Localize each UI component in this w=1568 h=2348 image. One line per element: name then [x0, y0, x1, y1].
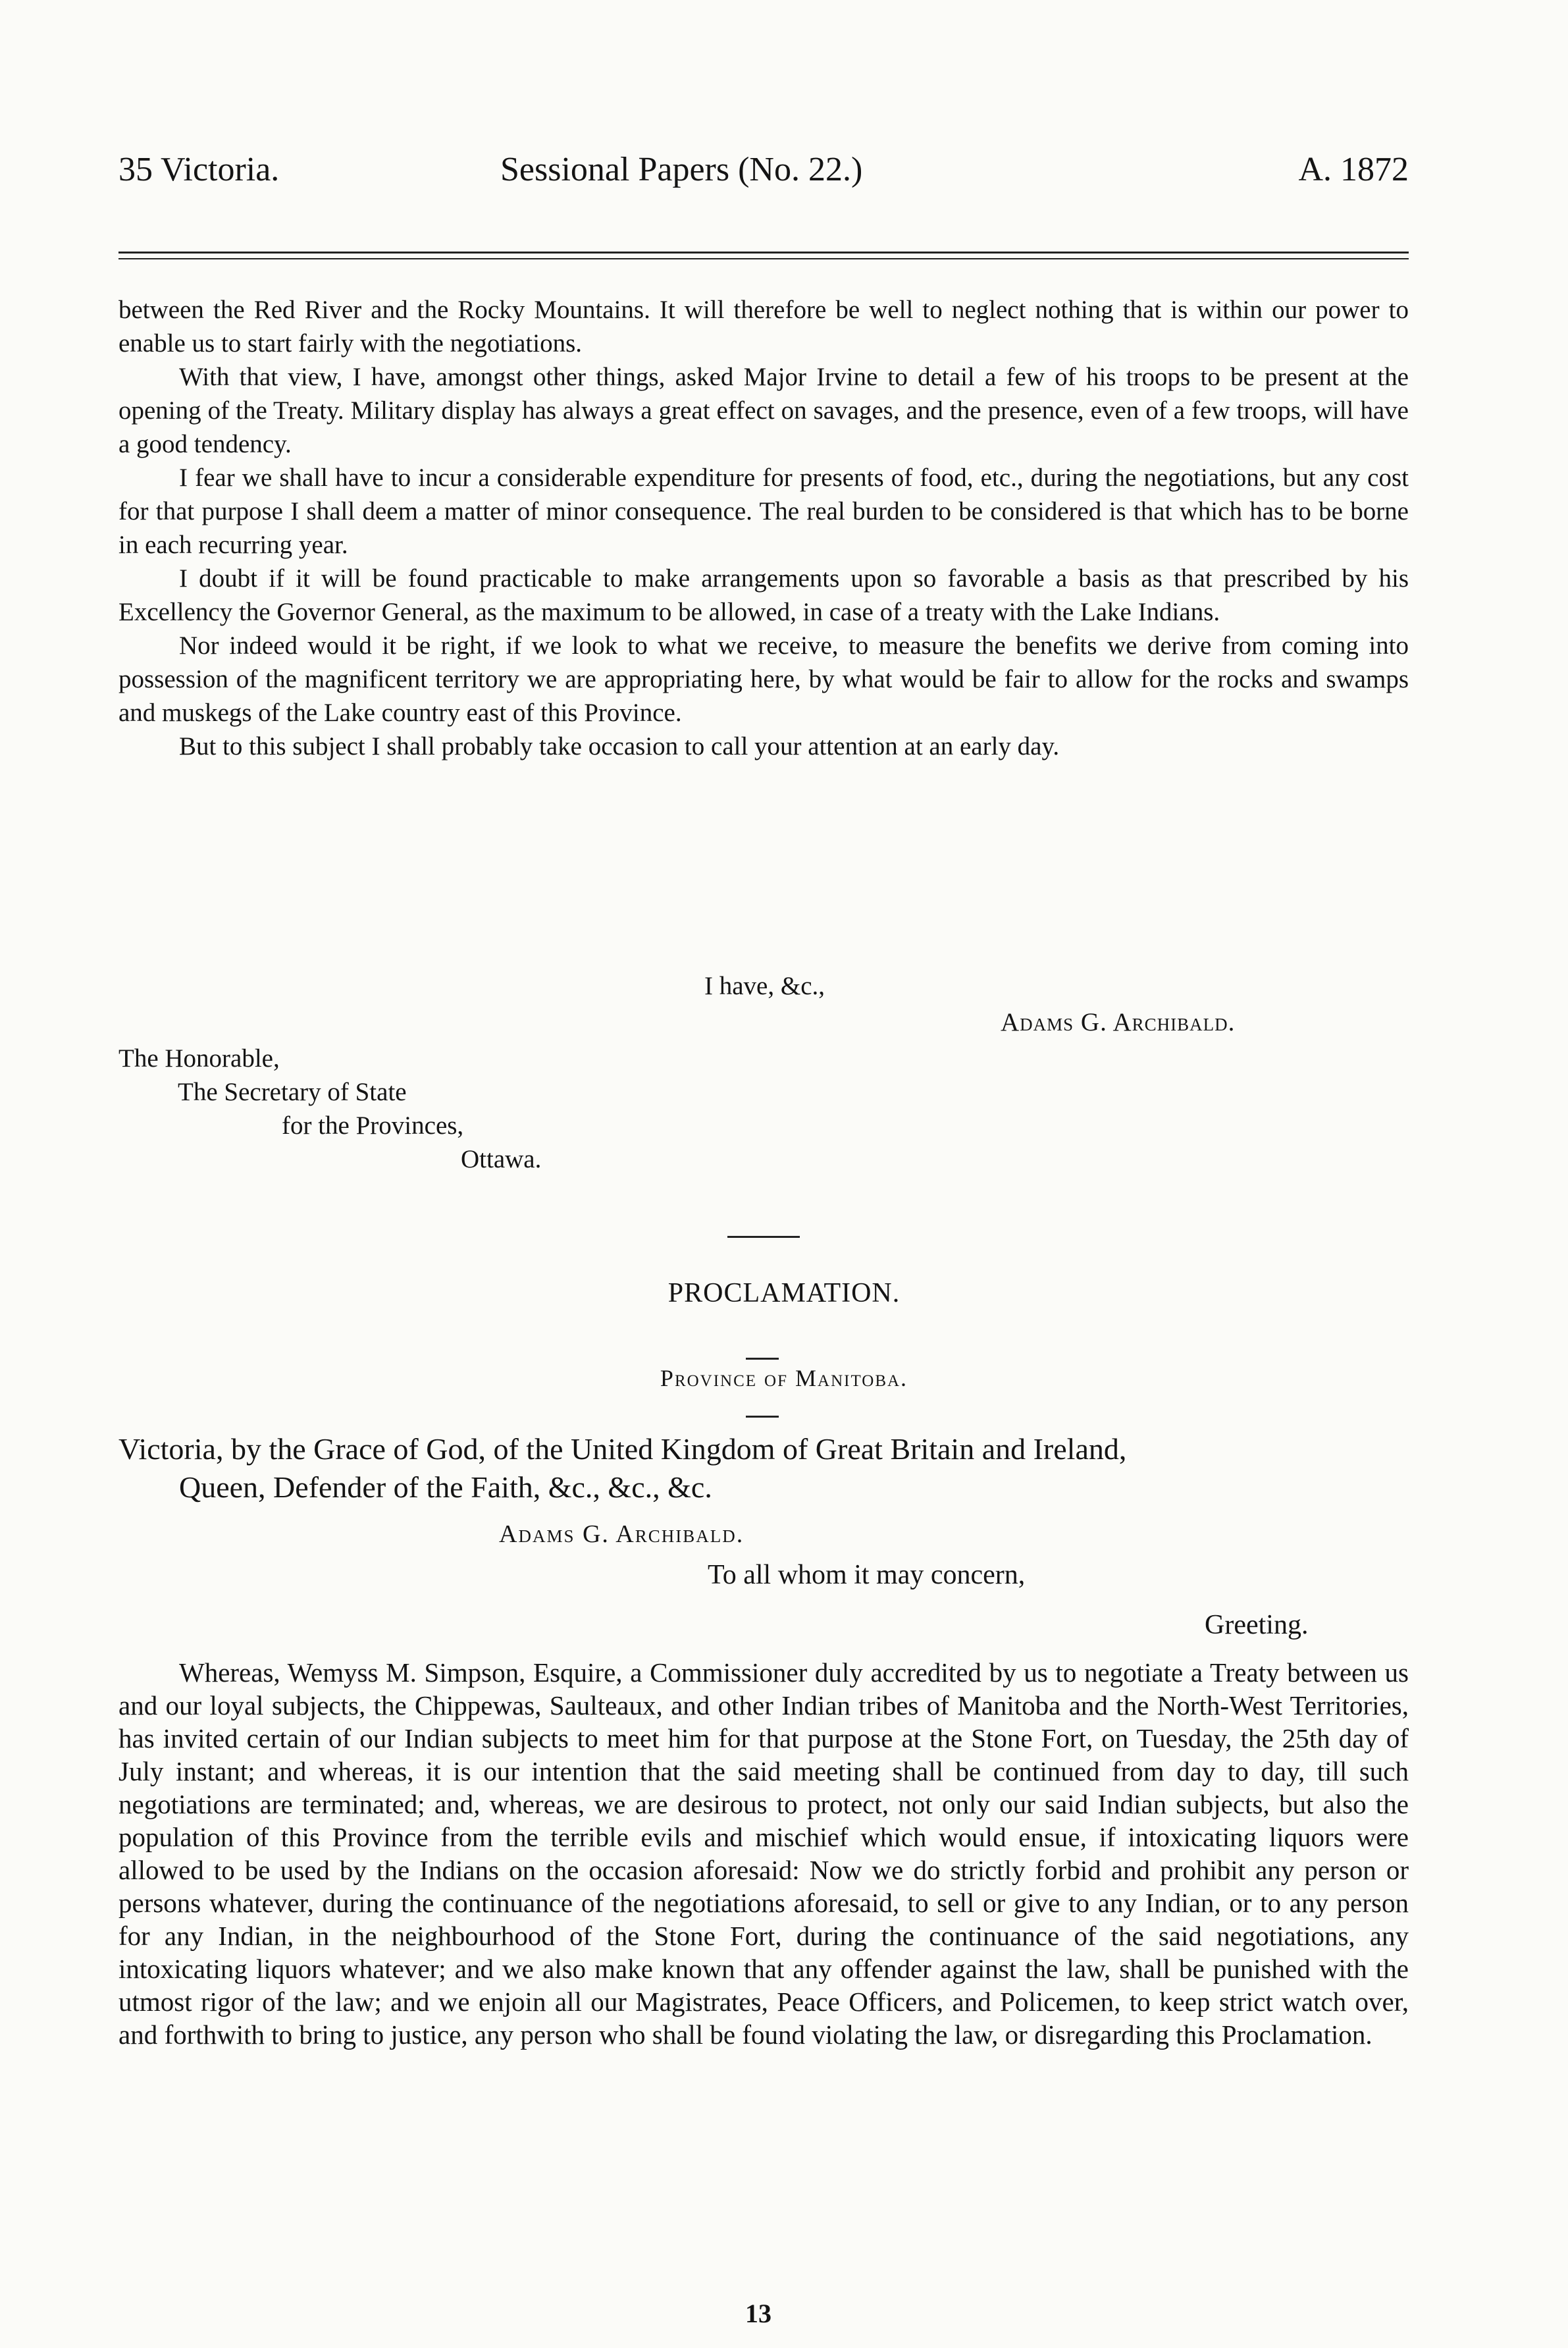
- letter-paragraph: But to this subject I shall probably take occasion to call your attention at an early day.: [179, 732, 1060, 760]
- address-line: The Secretary of State: [178, 1078, 407, 1106]
- salutation: To all whom it may concern,: [708, 1560, 1026, 1590]
- proclamation-signature: Adams G. Archibald.: [499, 1520, 745, 1548]
- letter-paragraph: Nor indeed would it be right, if we look to what we receive, to measure the benefits we derive from coming into possession of the magnificent territory we are appropriating here, by what would be fair to allow for the rocks and swamps and muskegs of the Lake country east of this Province.: [118, 631, 1409, 727]
- header-volume: 35 Victoria.: [118, 151, 280, 188]
- page-number: 13: [745, 2299, 771, 2328]
- header-title: Sessional Papers (No. 22.): [500, 151, 863, 188]
- address-line: for the Provinces,: [282, 1111, 464, 1140]
- proclamation-paragraph: Whereas, Wemyss M. Simpson, Esquire, a Commissioner duly accredited by us to negotiate a Treaty between us and our loyal subjects, the Chippewas, Saulteaux, and other Indian tribes of Manitoba and the North-West Territories, has invited certain of our Indian subjects to meet him for that purpose at the Stone Fort, on Tuesday, the 25th day of July instant; and whereas, it is our intention that the said meeting shall be continued from day to day, till such negotiations are terminated; and, whereas, we are desirous to protect, not only our said Indian subjects, but also the population of this Province from the terrible evils and mischief which would ensue, if intoxicating liquors were allowed to be used by the Indians on the occasion aforesaid: Now we do strictly forbid and prohibit any person or persons whatever, during the continuance of the negotiations aforesaid, to sell or give to any Indian, or to any person for any Indian, in the neighbourhood of the Stone Fort, during the continuance of the said negotiations, any intoxicating liquors whatever; and we also make known that any offender against the law, shall be punished with the utmost rigor of the law; and we enjoin all our Magistrates, Peace Officers, and Policemen, to keep strict watch over, and forthwith to bring to justice, any person who shall be found violating the law, or disregarding this Proclamation.: [118, 1657, 1409, 2050]
- letter-closing: I have, &c.,: [704, 972, 825, 1000]
- letter-body: [118, 293, 1409, 763]
- greeting: Greeting.: [1205, 1610, 1309, 1640]
- proclamation-body: [118, 1656, 1409, 2051]
- proclamation-province: Province of Manitoba.: [660, 1365, 908, 1391]
- header-year: A. 1872: [1298, 151, 1409, 188]
- letter-paragraph: between the Red River and the Rocky Mountains. It will therefore be well to neglect nothing that is within our power to enable us to start fairly with the negotiations.: [118, 296, 1409, 358]
- letter-signature: Adams G. Archibald.: [1001, 1008, 1236, 1036]
- proclamation-title: PROCLAMATION.: [667, 1278, 901, 1308]
- province-divider: [746, 1416, 779, 1418]
- title-divider: [746, 1358, 779, 1360]
- royal-style: [118, 1430, 1409, 1507]
- address-line: Ottawa.: [461, 1145, 542, 1173]
- address-line: The Honorable,: [118, 1044, 280, 1073]
- letter-paragraph: I doubt if it will be found practicable to make arrangements upon so favorable a basis as that prescribed by his Excellency the Governor General, as the maximum to be allowed, in case of a treaty with the Lake Indians.: [118, 564, 1409, 626]
- section-divider: [727, 1236, 800, 1238]
- letter-paragraph: With that view, I have, amongst other things, asked Major Irvine to detail a few of his troops to be present at the opening of the Treaty. Military display has always a great effect on savages, and the presence, even of a few troops, will have a good tendency.: [118, 363, 1409, 458]
- header-rule: [118, 252, 1409, 259]
- letter-paragraph: I fear we shall have to incur a considerable expenditure for presents of food, etc., during the negotiations, but any cost for that purpose I shall deem a matter of minor consequence. The real burden to be considered is that which has to be borne in each recurring year.: [118, 464, 1409, 559]
- royal-style-line: Queen, Defender of the Faith, &c., &c., &c.: [179, 1470, 712, 1504]
- royal-style-line: Victoria, by the Grace of God, of the United Kingdom of Great Britain and Ireland,: [118, 1432, 1127, 1466]
- running-header: [118, 150, 1409, 196]
